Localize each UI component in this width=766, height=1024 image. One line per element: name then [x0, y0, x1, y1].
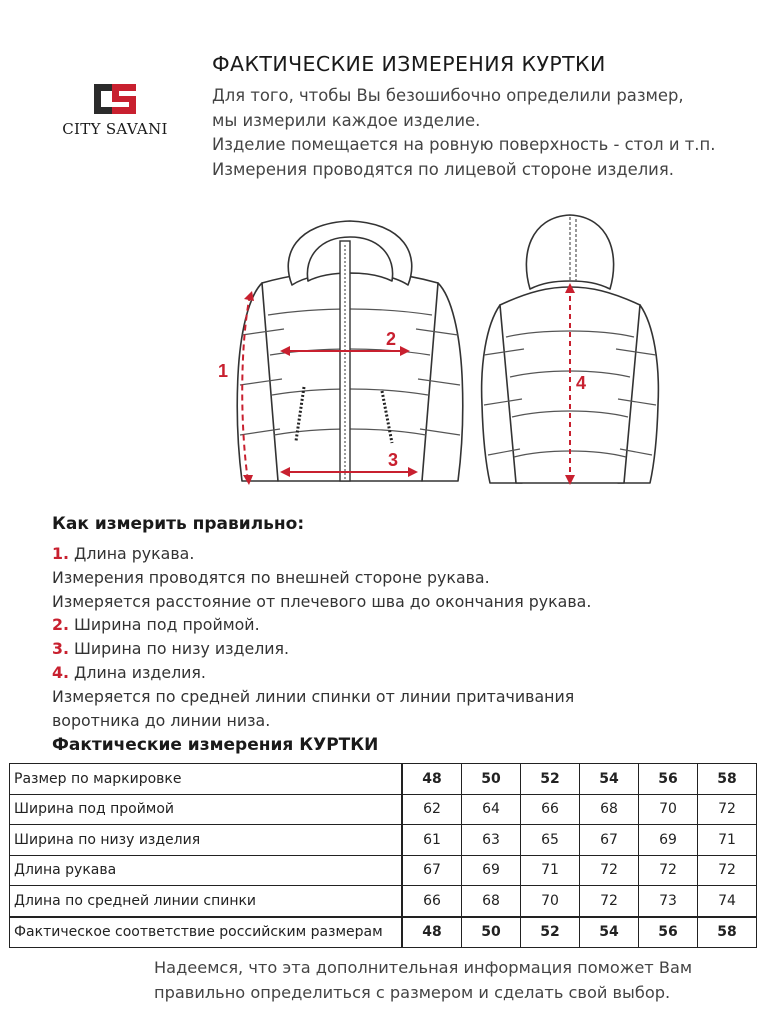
table-cell: 69: [639, 825, 698, 856]
table-cell: 62: [402, 794, 462, 825]
row-label: Длина рукава: [10, 855, 403, 886]
howto-list: [52, 542, 752, 732]
table-row: [10, 917, 757, 948]
table-row: [10, 855, 757, 886]
row-label: Длина по средней линии спинки: [10, 886, 403, 917]
howto-line: [52, 637, 752, 661]
row-label: Ширина под проймой: [10, 794, 403, 825]
howto-text: Длина изделия.: [69, 662, 206, 682]
table-cell: 67: [402, 855, 462, 886]
table-cell: 65: [521, 825, 580, 856]
howto-line: [52, 685, 752, 709]
row-label: Ширина по низу изделия: [10, 825, 403, 856]
howto-line: [52, 542, 752, 566]
table-cell: 70: [639, 794, 698, 825]
howto-section: [52, 514, 752, 732]
howto-line: [52, 661, 752, 685]
table-cell: 50: [462, 917, 521, 948]
brand-name: CITY SAVANI: [62, 120, 168, 138]
table-cell: 71: [521, 855, 580, 886]
table-cell: 66: [402, 886, 462, 917]
table-cell: 48: [402, 917, 462, 948]
intro-line: мы измерили каждое изделие.: [212, 110, 481, 130]
intro-line: Изделие помещается на ровную поверхность - стол и т.п.: [212, 135, 716, 154]
table-cell: 61: [402, 825, 462, 856]
footer-line: правильно определиться с размером и сделать свой выбор.: [154, 983, 671, 1002]
table-cell: 67: [580, 825, 639, 856]
howto-text: воротника до линии низа.: [52, 710, 271, 730]
row-label: Фактическое соответствие российским размерам: [10, 917, 403, 948]
table-cell: 58: [698, 764, 757, 795]
howto-number: 3.: [52, 639, 69, 659]
howto-title: Как измерить правильно:: [52, 514, 305, 534]
table-cell: 72: [639, 855, 698, 886]
row-label: Размер по маркировке: [10, 764, 403, 795]
table-cell: 48: [402, 764, 462, 795]
header: [212, 52, 760, 182]
table-cell: 50: [462, 764, 521, 795]
table-cell: 74: [698, 886, 757, 917]
table-row: [10, 886, 757, 917]
intro-line: Измерения проводятся по лицевой стороне изделия.: [212, 159, 674, 179]
table-cell: 72: [698, 794, 757, 825]
table-cell: 56: [639, 764, 698, 795]
table-cell: 71: [698, 825, 757, 856]
size-table: [9, 763, 757, 948]
howto-line: [52, 590, 752, 614]
howto-line: [52, 566, 752, 590]
marker-label-2: 2: [386, 329, 397, 349]
table-row: [10, 825, 757, 856]
table-cell: 64: [462, 794, 521, 825]
table-cell: 54: [580, 917, 639, 948]
table-title: Фактические измерения КУРТКИ: [52, 735, 379, 755]
marker-label-1: 1: [218, 361, 229, 381]
howto-text: Длина рукава.: [69, 544, 195, 563]
table-cell: 52: [521, 764, 580, 795]
table-row: [10, 794, 757, 825]
table-cell: 63: [462, 825, 521, 856]
table-row: [10, 764, 757, 795]
table-cell: 68: [462, 886, 521, 917]
marker-label-3: 3: [388, 450, 399, 470]
table-cell: 58: [698, 917, 757, 948]
intro-text: [212, 84, 760, 182]
table-cell: 70: [521, 886, 580, 917]
table-cell: 72: [580, 855, 639, 886]
table-cell: 66: [521, 794, 580, 825]
howto-line: [52, 613, 752, 637]
jacket-diagram: [200, 205, 680, 495]
howto-number: 1.: [52, 544, 69, 563]
table-cell: 69: [462, 855, 521, 886]
page-title: ФАКТИЧЕСКИЕ ИЗМЕРЕНИЯ КУРТКИ: [212, 52, 606, 76]
footer-line: Надеемся, что эта дополнительная информация поможет Вам: [154, 958, 693, 977]
howto-text: Измеряется по средней линии спинки от линии притачивания: [52, 686, 575, 706]
footer-note: [154, 955, 692, 1005]
howto-text: Измерения проводятся по внешней стороне рукава.: [52, 567, 490, 587]
howto-text: Ширина под проймой.: [69, 615, 260, 635]
table-cell: 72: [580, 886, 639, 917]
howto-number: 2.: [52, 615, 69, 635]
howto-text: Измеряется расстояние от плечевого шва до окончания рукава.: [52, 591, 592, 611]
table-cell: 54: [580, 764, 639, 795]
table-cell: 68: [580, 794, 639, 825]
marker-label-4: 4: [576, 373, 587, 393]
howto-line: [52, 709, 752, 733]
howto-number: 4.: [52, 662, 69, 682]
table-cell: 56: [639, 917, 698, 948]
table-cell: 73: [639, 886, 698, 917]
table-cell: 52: [521, 917, 580, 948]
table-cell: 72: [698, 855, 757, 886]
cs-logo-icon: [92, 82, 138, 116]
howto-text: Ширина по низу изделия.: [69, 639, 290, 659]
brand-logo: [50, 82, 180, 138]
intro-line: Для того, чтобы Вы безошибочно определили размер,: [212, 86, 684, 105]
